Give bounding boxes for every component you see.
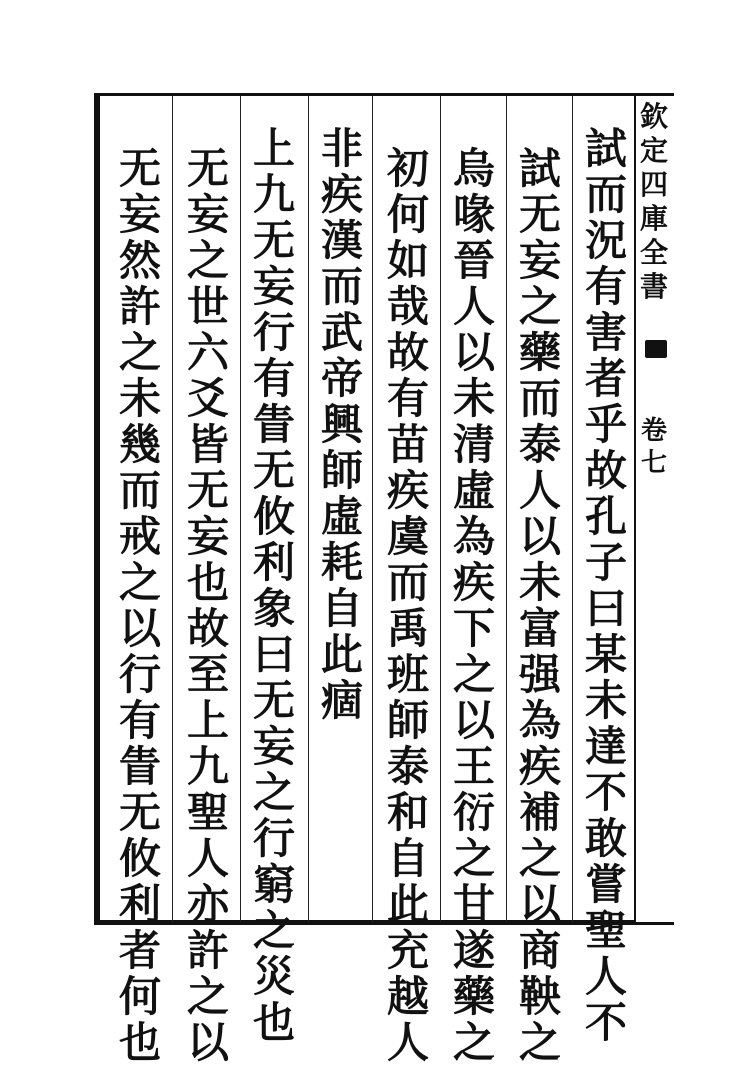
character-glyph: 商: [518, 926, 561, 975]
character-glyph: 妄: [186, 190, 229, 239]
character-glyph: 七: [640, 448, 667, 478]
character-glyph: 有: [584, 262, 627, 311]
character-glyph: 世: [186, 282, 229, 331]
character-glyph: 皆: [186, 420, 229, 469]
character-glyph: 禹: [386, 604, 429, 653]
character-glyph: 帝: [320, 354, 363, 403]
character-glyph: 有: [386, 374, 429, 423]
column-divider: [572, 96, 573, 922]
character-glyph: 妄: [252, 722, 295, 771]
character-glyph: 妄: [252, 262, 295, 311]
character-glyph: 疾: [518, 742, 561, 791]
character-glyph: 爻: [186, 374, 229, 423]
character-glyph: 以: [518, 512, 561, 561]
character-glyph: 自: [386, 834, 429, 883]
margin-title: [634, 100, 674, 304]
character-glyph: 眚: [252, 400, 295, 449]
character-glyph: 虞: [386, 512, 429, 561]
text-column-6: [246, 126, 302, 1046]
character-glyph: 有: [118, 696, 161, 745]
character-glyph: 曰: [252, 630, 295, 679]
character-glyph: 攸: [252, 492, 295, 541]
character-glyph: 和: [386, 788, 429, 837]
margin-juan-label: [634, 415, 674, 479]
character-glyph: 何: [386, 190, 429, 239]
character-glyph: 亦: [186, 880, 229, 929]
character-glyph: 許: [186, 926, 229, 975]
character-glyph: 敢: [584, 814, 627, 863]
character-glyph: 无: [252, 676, 295, 725]
text-column-1: [578, 126, 634, 1046]
character-glyph: 全: [639, 236, 668, 269]
character-glyph: 此: [386, 880, 429, 929]
character-glyph: 試: [584, 124, 627, 173]
character-glyph: 王: [452, 742, 495, 791]
character-glyph: 幾: [118, 420, 161, 469]
text-column-3: [446, 146, 502, 1066]
character-glyph: 人: [186, 834, 229, 883]
character-glyph: 下: [452, 604, 495, 653]
character-glyph: 者: [118, 926, 161, 975]
character-glyph: 之: [118, 328, 161, 377]
character-glyph: 故: [584, 446, 627, 495]
character-glyph: 上: [186, 696, 229, 745]
character-glyph: 有: [252, 354, 295, 403]
character-glyph: 害: [584, 308, 627, 357]
character-glyph: 行: [252, 308, 295, 357]
character-glyph: 之: [452, 834, 495, 883]
character-glyph: 未: [584, 676, 627, 725]
character-glyph: 以: [118, 604, 161, 653]
column-divider: [372, 96, 373, 922]
character-glyph: 之: [252, 906, 295, 955]
character-glyph: 書: [639, 270, 668, 303]
character-glyph: 之: [186, 972, 229, 1021]
character-glyph: 行: [252, 814, 295, 863]
character-glyph: 子: [584, 538, 627, 587]
text-column-4: [380, 146, 436, 1066]
character-glyph: 故: [386, 328, 429, 377]
character-glyph: 人: [584, 952, 627, 1001]
character-glyph: 庫: [639, 202, 668, 235]
character-glyph: 烏: [452, 144, 495, 193]
character-glyph: 藥: [452, 972, 495, 1021]
character-glyph: 耗: [320, 538, 363, 587]
character-glyph: 无: [518, 190, 561, 239]
character-glyph: 至: [186, 650, 229, 699]
character-glyph: 為: [518, 696, 561, 745]
text-column-5: [314, 126, 370, 724]
character-glyph: 人: [452, 282, 495, 331]
column-divider: [240, 96, 241, 922]
character-glyph: 强: [518, 650, 561, 699]
character-glyph: 疾: [452, 558, 495, 607]
character-glyph: 无: [252, 446, 295, 495]
character-glyph: 衍: [452, 788, 495, 837]
character-glyph: 也: [118, 1018, 161, 1067]
character-glyph: 鞅: [518, 972, 561, 1021]
character-glyph: 利: [252, 538, 295, 587]
character-glyph: 漢: [320, 216, 363, 265]
character-glyph: 自: [320, 584, 363, 633]
character-glyph: 泰: [518, 420, 561, 469]
character-glyph: 嘗: [584, 860, 627, 909]
character-glyph: 而: [518, 374, 561, 423]
character-glyph: 清: [452, 420, 495, 469]
character-glyph: 達: [584, 722, 627, 771]
character-glyph: 試: [518, 144, 561, 193]
character-glyph: 而: [320, 262, 363, 311]
character-glyph: 眚: [118, 742, 161, 791]
character-glyph: 戒: [118, 512, 161, 561]
character-glyph: 而: [584, 170, 627, 219]
character-glyph: 而: [118, 466, 161, 515]
character-glyph: 利: [118, 880, 161, 929]
character-glyph: 人: [386, 1018, 429, 1067]
character-glyph: 甘: [452, 880, 495, 929]
column-divider: [506, 96, 507, 922]
character-glyph: 无: [186, 144, 229, 193]
character-glyph: 此: [320, 630, 363, 679]
character-glyph: 故: [186, 604, 229, 653]
character-glyph: 晉: [452, 236, 495, 285]
character-glyph: 而: [386, 558, 429, 607]
character-glyph: 充: [386, 926, 429, 975]
character-glyph: 師: [320, 446, 363, 495]
character-glyph: 九: [252, 170, 295, 219]
character-glyph: 不: [584, 998, 627, 1047]
character-glyph: 泰: [386, 742, 429, 791]
character-glyph: 攸: [118, 834, 161, 883]
character-glyph: 以: [452, 696, 495, 745]
character-glyph: 如: [386, 236, 429, 285]
character-glyph: 之: [518, 282, 561, 331]
character-glyph: 虛: [320, 492, 363, 541]
character-glyph: 四: [639, 168, 668, 201]
character-glyph: 藥: [518, 328, 561, 377]
character-glyph: 孔: [584, 492, 627, 541]
character-glyph: 補: [518, 788, 561, 837]
column-divider: [308, 96, 309, 922]
character-glyph: 某: [584, 630, 627, 679]
character-glyph: 窮: [252, 860, 295, 909]
character-glyph: 无: [186, 466, 229, 515]
character-glyph: 未: [118, 374, 161, 423]
character-glyph: 疾: [320, 170, 363, 219]
character-glyph: 聖: [186, 788, 229, 837]
character-glyph: 興: [320, 400, 363, 449]
character-glyph: 之: [452, 650, 495, 699]
character-glyph: 妄: [186, 512, 229, 561]
character-glyph: 之: [186, 236, 229, 285]
character-glyph: 苗: [386, 420, 429, 469]
character-glyph: 者: [584, 354, 627, 403]
text-column-8: [112, 146, 168, 1066]
character-glyph: 也: [252, 998, 295, 1047]
character-glyph: 喙: [452, 190, 495, 239]
character-glyph: 未: [518, 558, 561, 607]
character-glyph: 況: [584, 216, 627, 265]
character-glyph: 九: [186, 742, 229, 791]
character-glyph: 妄: [518, 236, 561, 285]
character-glyph: 也: [186, 558, 229, 607]
character-glyph: 行: [118, 650, 161, 699]
character-glyph: 以: [452, 328, 495, 377]
character-glyph: 哉: [386, 282, 429, 331]
column-divider: [440, 96, 441, 922]
character-glyph: 痼: [320, 676, 363, 725]
character-glyph: 非: [320, 124, 363, 173]
character-glyph: 妄: [118, 190, 161, 239]
character-glyph: 之: [118, 558, 161, 607]
character-glyph: 象: [252, 584, 295, 633]
text-column-2: [512, 146, 568, 1066]
character-glyph: 武: [320, 308, 363, 357]
character-glyph: 无: [252, 216, 295, 265]
character-glyph: 許: [118, 282, 161, 331]
character-glyph: 越: [386, 972, 429, 1021]
character-glyph: 何: [118, 972, 161, 1021]
column-divider: [172, 96, 173, 922]
character-glyph: 初: [386, 144, 429, 193]
character-glyph: 上: [252, 124, 295, 173]
character-glyph: 遂: [452, 926, 495, 975]
character-glyph: 人: [518, 466, 561, 515]
character-glyph: 欽: [639, 100, 668, 133]
character-glyph: 六: [186, 328, 229, 377]
character-glyph: 班: [386, 650, 429, 699]
character-glyph: 无: [118, 788, 161, 837]
character-glyph: 以: [186, 1018, 229, 1067]
character-glyph: 无: [118, 144, 161, 193]
character-glyph: 定: [639, 134, 668, 167]
character-glyph: 之: [452, 1018, 495, 1067]
character-glyph: 師: [386, 696, 429, 745]
character-glyph: 以: [518, 880, 561, 929]
character-glyph: 虛: [452, 466, 495, 515]
character-glyph: 富: [518, 604, 561, 653]
text-column-7: [180, 146, 236, 1066]
character-glyph: 之: [518, 1018, 561, 1067]
character-glyph: 未: [452, 374, 495, 423]
character-glyph: 災: [252, 952, 295, 1001]
character-glyph: 卷: [640, 416, 667, 446]
character-glyph: 聖: [584, 906, 627, 955]
character-glyph: 不: [584, 768, 627, 817]
character-glyph: 之: [518, 834, 561, 883]
fish-tail-mark: [645, 340, 667, 358]
character-glyph: 然: [118, 236, 161, 285]
character-glyph: 為: [452, 512, 495, 561]
character-glyph: 曰: [584, 584, 627, 633]
character-glyph: 疾: [386, 466, 429, 515]
character-glyph: 乎: [584, 400, 627, 449]
character-glyph: 之: [252, 768, 295, 817]
